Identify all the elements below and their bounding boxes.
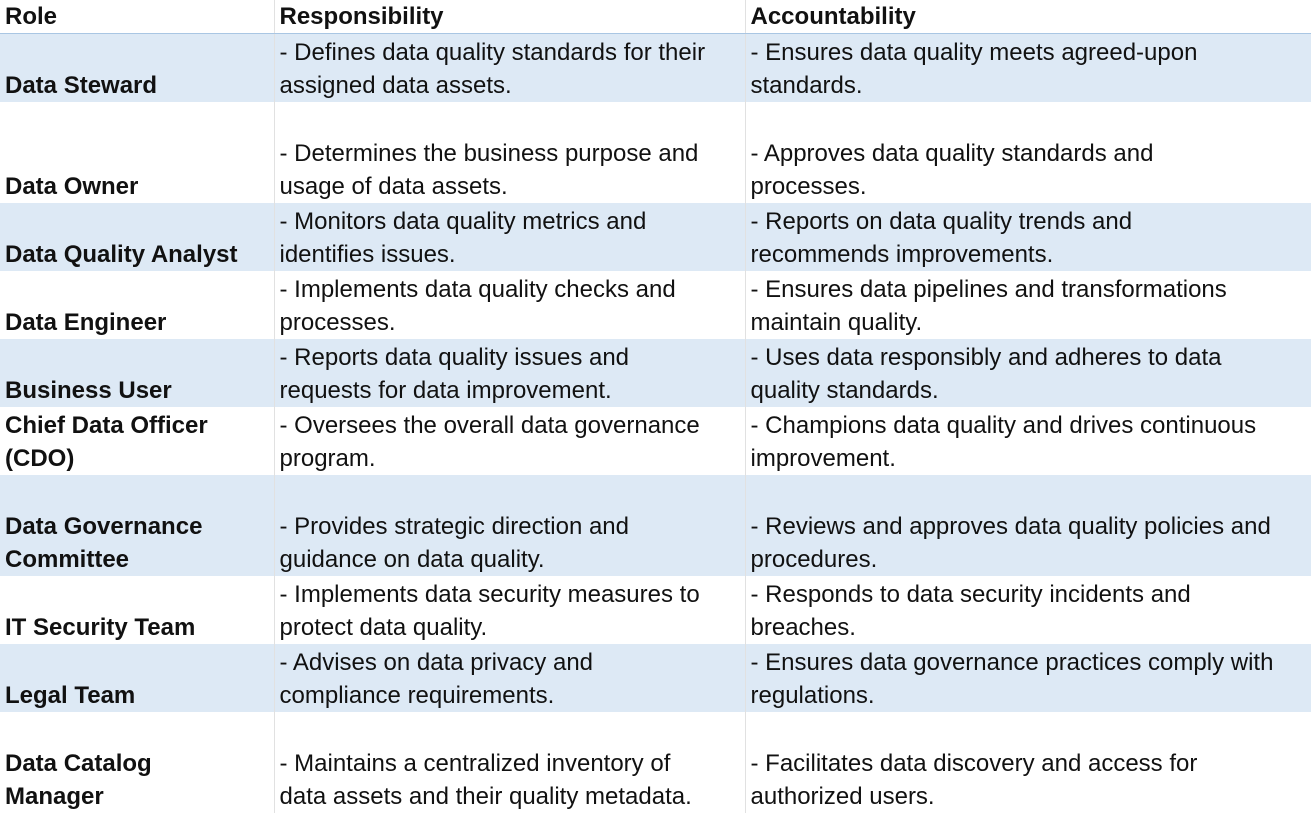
cell-responsibility[interactable] (274, 203, 745, 271)
table-row (0, 203, 1311, 271)
cell-role[interactable] (0, 34, 274, 103)
cell-accountability[interactable] (745, 407, 1311, 475)
cell-role-line: Data Quality Analyst (5, 238, 274, 271)
cell-responsibility-line: - Determines the business purpose and (280, 137, 745, 170)
cell-accountability[interactable] (745, 34, 1311, 103)
cell-accountability[interactable] (745, 712, 1311, 813)
cell-role[interactable] (0, 712, 274, 813)
cell-accountability-line: - Ensures data quality meets agreed-upon (751, 36, 1311, 69)
cell-accountability-line: authorized users. (751, 780, 1311, 813)
cell-responsibility-line: - Advises on data privacy and (280, 646, 745, 679)
table-row (0, 407, 1311, 475)
cell-accountability[interactable] (745, 644, 1311, 712)
cell-role[interactable] (0, 407, 274, 475)
cell-responsibility-line: compliance requirements. (280, 679, 745, 712)
table-row (0, 339, 1311, 407)
cell-accountability-line: - Responds to data security incidents and (751, 578, 1311, 611)
cell-responsibility-line: protect data quality. (280, 611, 745, 644)
cell-role-line: Manager (5, 780, 274, 813)
cell-responsibility[interactable] (274, 475, 745, 576)
cell-accountability[interactable] (745, 475, 1311, 576)
cell-accountability-line: - Reviews and approves data quality policies and (751, 510, 1311, 543)
cell-responsibility-line: - Defines data quality standards for their (280, 36, 745, 69)
cell-role[interactable] (0, 203, 274, 271)
cell-role-line: Legal Team (5, 679, 274, 712)
cell-responsibility-line: program. (280, 442, 745, 475)
cell-accountability-line: maintain quality. (751, 306, 1311, 339)
cell-role[interactable] (0, 339, 274, 407)
cell-role[interactable] (0, 271, 274, 339)
table-row (0, 576, 1311, 644)
cell-accountability[interactable] (745, 203, 1311, 271)
cell-responsibility[interactable] (274, 102, 745, 203)
cell-responsibility-line: - Monitors data quality metrics and (280, 205, 745, 238)
cell-role[interactable] (0, 102, 274, 203)
cell-accountability-line: regulations. (751, 679, 1311, 712)
cell-responsibility-line: - Reports data quality issues and (280, 341, 745, 374)
cell-responsibility-line: assigned data assets. (280, 69, 745, 102)
cell-responsibility[interactable] (274, 407, 745, 475)
cell-responsibility[interactable] (274, 644, 745, 712)
cell-accountability[interactable] (745, 102, 1311, 203)
cell-responsibility-line: processes. (280, 306, 745, 339)
cell-responsibility[interactable] (274, 712, 745, 813)
cell-role-line: Committee (5, 543, 274, 576)
cell-accountability-line: - Reports on data quality trends and (751, 205, 1311, 238)
cell-accountability-line: processes. (751, 170, 1311, 203)
cell-accountability-line: quality standards. (751, 374, 1311, 407)
cell-responsibility[interactable] (274, 576, 745, 644)
cell-accountability-line: - Ensures data pipelines and transformations (751, 273, 1311, 306)
cell-accountability[interactable] (745, 576, 1311, 644)
table-row (0, 644, 1311, 712)
cell-responsibility[interactable] (274, 271, 745, 339)
cell-accountability[interactable] (745, 339, 1311, 407)
table-row (0, 102, 1311, 203)
cell-role-line: IT Security Team (5, 611, 274, 644)
cell-responsibility-line: - Implements data quality checks and (280, 273, 745, 306)
cell-responsibility-line: - Maintains a centralized inventory of (280, 747, 745, 780)
cell-accountability-line: recommends improvements. (751, 238, 1311, 271)
cell-responsibility-line: data assets and their quality metadata. (280, 780, 745, 813)
cell-accountability-line: standards. (751, 69, 1311, 102)
cell-accountability-line: - Ensures data governance practices comply with (751, 646, 1311, 679)
cell-role[interactable] (0, 644, 274, 712)
cell-responsibility-line: requests for data improvement. (280, 374, 745, 407)
cell-role-line: Data Owner (5, 170, 274, 203)
cell-role-line: Data Steward (5, 69, 274, 102)
table-row (0, 712, 1311, 813)
cell-responsibility-line: identifies issues. (280, 238, 745, 271)
cell-role-line: Data Catalog (5, 747, 274, 780)
cell-responsibility[interactable] (274, 339, 745, 407)
cell-accountability[interactable] (745, 271, 1311, 339)
table-row (0, 34, 1311, 103)
cell-role[interactable] (0, 475, 274, 576)
cell-role-line: Business User (5, 374, 274, 407)
header-row (0, 0, 1311, 34)
cell-responsibility-line: guidance on data quality. (280, 543, 745, 576)
cell-role-line: Data Engineer (5, 306, 274, 339)
cell-responsibility-line: usage of data assets. (280, 170, 745, 203)
cell-accountability-line: - Champions data quality and drives continuous (751, 409, 1311, 442)
header-role[interactable]: Role (0, 0, 274, 34)
cell-accountability-line: procedures. (751, 543, 1311, 576)
cell-responsibility-line: - Implements data security measures to (280, 578, 745, 611)
table-row (0, 475, 1311, 576)
cell-responsibility[interactable] (274, 34, 745, 103)
header-responsibility[interactable]: Responsibility (274, 0, 745, 34)
cell-accountability-line: breaches. (751, 611, 1311, 644)
cell-accountability-line: improvement. (751, 442, 1311, 475)
cell-accountability-line: - Facilitates data discovery and access for (751, 747, 1311, 780)
cell-responsibility-line: - Oversees the overall data governance (280, 409, 745, 442)
cell-accountability-line: - Approves data quality standards and (751, 137, 1311, 170)
table-row (0, 271, 1311, 339)
cell-role-line: Chief Data Officer (5, 409, 274, 442)
cell-role[interactable] (0, 576, 274, 644)
cell-role-line: Data Governance (5, 510, 274, 543)
cell-role-line: (CDO) (5, 442, 274, 475)
cell-responsibility-line: - Provides strategic direction and (280, 510, 745, 543)
header-accountability[interactable]: Accountability (745, 0, 1311, 34)
cell-accountability-line: - Uses data responsibly and adheres to data (751, 341, 1311, 374)
